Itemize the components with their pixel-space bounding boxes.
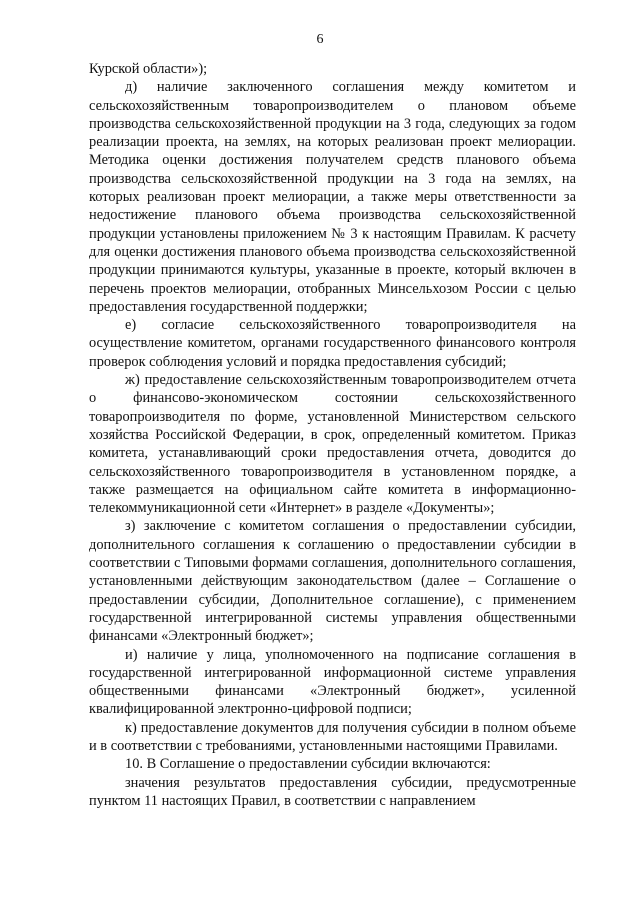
paragraph-continuation: Курской области»); — [89, 61, 208, 77]
document-body — [89, 60, 576, 810]
paragraph-section-10-results: значения результатов предоставления субсидии, предусмотренные пунктом 11 настоящих Правил, в соответствии с направлением — [89, 774, 576, 809]
paragraph-item-d: д) наличие заключенного соглашения между комитетом и сельскохозяйственным товаропроизводителем о плановом объеме производства сельскохозяйственной продукции на 3 года, следующих за годом реализации проекта, на землях, на которых реализован проект мелиорации. Методика оценки достижения получателем средств планового объема производства сельскохозяйственной продукции на 3 года на землях, на которых реализован проект мелиорации, а также меры ответственности за недостижение планового объема производства сельскохозяйственной продукции установлены приложением № 3 к настоящим Правилам. К расчету для оценки достижения планового объема производства сельскохозяйственной продукции принимаются культуры, указанные в проекте, который включен в перечень проектов мелиорации, отобранных Минсельхозом России с целью предоставления государственной поддержки; — [89, 79, 576, 315]
page-number: 6 — [316, 32, 324, 47]
paragraph-item-zh: ж) предоставление сельскохозяйственным товаропроизводителем отчета о финансово-экономическом состоянии сельскохозяйственного товаропроизводителя по форме, установленной Министерством сельского хозяйства Российской Федерации, в срок, определенный комитетом. Приказ комитета, устанавливающий сроки предоставления отчета, доводится до сельскохозяйственного товаропроизводителя в установленном порядке, а также размещается на официальном сайте комитета в информационно-телекоммуникационной сети «Интернет» в разделе «Документы»; — [89, 372, 576, 517]
paragraph-item-i: и) наличие у лица, уполномоченного на подписание соглашения в государственной интегрированной информационной системе управления общественными финансами «Электронный бюджет», усиленной квалифицированной электронно-цифровой подписи; — [89, 646, 576, 718]
paragraph-section-10: 10. В Соглашение о предоставлении субсидии включаются: — [125, 756, 491, 773]
paragraph-item-e: е) согласие сельскохозяйственного товаропроизводителя на осуществление комитетом, органами государственного финансового контроля проверок соблюдения условий и порядка предоставления субсидий; — [89, 317, 576, 370]
paragraph-item-z: з) заключение с комитетом соглашения о предоставлении субсидии, дополнительного соглашения к соглашению о предоставлении субсидии в соответствии с Типовыми формами соглашения, дополнительного соглашения, установленными действующим законодательством (далее – Соглашение о предоставлении субсидии, Дополнительное соглашение), с применением государственной интегрированной системы управления общественными финансами «Электронный бюджет»; — [89, 518, 576, 645]
paragraph-item-k: к) предоставление документов для получения субсидии в полном объеме и в соответствии с требованиями, установленными настоящими Правилами. — [89, 719, 576, 754]
